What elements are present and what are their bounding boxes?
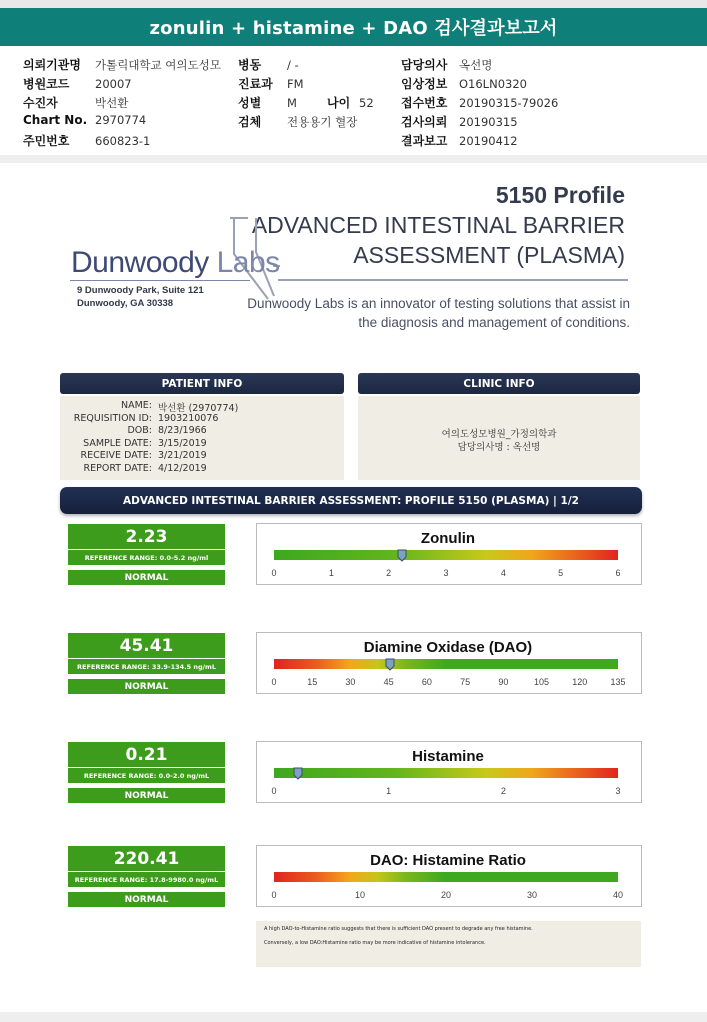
header-label: 병원코드 bbox=[23, 77, 70, 91]
gauge-tick-label: 30 bbox=[526, 890, 537, 900]
header-label: 진료과 bbox=[238, 77, 273, 91]
header-value: 전용용기 혈장 bbox=[287, 115, 358, 129]
gauge-tick-label: 10 bbox=[354, 890, 365, 900]
gauge-tick-label: 0 bbox=[271, 786, 277, 796]
gauge-tick-label: 15 bbox=[307, 677, 318, 687]
dunwoody-logo bbox=[71, 246, 280, 280]
header-right bbox=[401, 56, 558, 151]
patient-info-box bbox=[60, 396, 344, 480]
flask-icon bbox=[218, 214, 630, 306]
header-label: 검체 bbox=[238, 115, 262, 129]
patient-info-row bbox=[60, 425, 207, 436]
patient-info-value: 3/21/2019 bbox=[158, 450, 207, 461]
header-label: 성별 bbox=[238, 96, 262, 110]
gauge-tick-label: 60 bbox=[421, 677, 432, 687]
patient-info-row bbox=[60, 413, 218, 424]
patient-info-label: SAMPLE DATE: bbox=[83, 437, 152, 449]
header-value: O16LN0320 bbox=[459, 77, 527, 91]
interpretation-note bbox=[256, 921, 641, 967]
gauge-tick-label: 1 bbox=[386, 786, 392, 796]
assessment-title-line2: ASSESSMENT (PLASMA) bbox=[353, 242, 625, 268]
result-value: 2.23 bbox=[68, 524, 225, 549]
gauge-marker-icon bbox=[293, 765, 303, 777]
header-label: 담당의사 bbox=[401, 58, 448, 72]
gauge-tick-label: 90 bbox=[498, 677, 509, 687]
patient-info-label: REQUISITION ID: bbox=[73, 412, 152, 424]
patient-info-label: NAME: bbox=[120, 400, 152, 411]
gauge-tick-label: 5 bbox=[558, 568, 564, 578]
gauge-tick-label: 30 bbox=[345, 677, 356, 687]
patient-info-value: 3/15/2019 bbox=[158, 437, 207, 449]
gauge-tick-label: 0 bbox=[271, 890, 277, 900]
clinic-doctor: 담당의사명 : 옥선명 bbox=[457, 442, 541, 453]
header-value: 박선환 bbox=[95, 96, 129, 110]
header-label: 병동 bbox=[238, 58, 262, 72]
logo-underline bbox=[70, 280, 250, 281]
result-status: NORMAL bbox=[68, 679, 225, 694]
lab-tagline bbox=[247, 294, 630, 332]
reference-range: REFERENCE RANGE: 17.8-9980.0 ng/mL bbox=[68, 871, 225, 888]
gauge-tick-label: 3 bbox=[443, 568, 449, 578]
patient-info-label: REPORT DATE: bbox=[83, 462, 152, 474]
patient-info-row bbox=[60, 450, 207, 461]
gauge-tick-label: 1 bbox=[328, 568, 334, 578]
gauge-tick-label: 2 bbox=[500, 786, 506, 796]
gauge-bar bbox=[274, 550, 618, 560]
header-label: Chart No. bbox=[23, 113, 88, 127]
header-label: 접수번호 bbox=[401, 96, 448, 110]
clinic-info-heading: CLINIC INFO bbox=[358, 373, 640, 394]
header-value: 20190315 bbox=[459, 115, 518, 129]
gauge-tick-label: 2 bbox=[386, 568, 392, 578]
patient-info-value: 박선환 (2970774) bbox=[158, 403, 239, 414]
header-value: FM bbox=[287, 77, 304, 91]
gauge-tick-label: 40 bbox=[612, 890, 623, 900]
gauge-tick-label: 120 bbox=[572, 677, 588, 687]
logo-main-text: Dunwoody bbox=[71, 246, 209, 279]
gauge-tick-label: 105 bbox=[534, 677, 550, 687]
header-label: 수진자 bbox=[23, 96, 58, 110]
gauge-tick-label: 6 bbox=[615, 568, 621, 578]
age-value: 52 bbox=[359, 96, 374, 110]
gauge-title: DAO: Histamine Ratio bbox=[370, 852, 526, 869]
header-value: 옥선명 bbox=[459, 58, 493, 72]
header-value: 20007 bbox=[95, 77, 132, 91]
age-label: 나이 bbox=[327, 96, 351, 110]
patient-info-value: 8/23/1966 bbox=[158, 425, 207, 436]
gauge-tick-label: 45 bbox=[383, 677, 394, 687]
gauge-tick-label: 0 bbox=[271, 568, 277, 578]
header-value: 20190412 bbox=[459, 134, 518, 148]
patient-info-row bbox=[60, 438, 207, 449]
gauge-title: Zonulin bbox=[420, 530, 476, 547]
result-value: 220.41 bbox=[68, 846, 225, 871]
section-banner: ADVANCED INTESTINAL BARRIER ASSESSMENT: PROFILE 5150 (PLASMA) | 1/2 bbox=[60, 487, 642, 514]
patient-info-label: DOB: bbox=[127, 425, 152, 436]
logo-sub-text: Labs bbox=[216, 246, 280, 279]
address-line2: Dunwoody, GA 30338 bbox=[77, 298, 174, 309]
patient-info-value: 1903210076 bbox=[158, 412, 219, 424]
gauge-tick-label: 135 bbox=[610, 677, 626, 687]
result-value: 45.41 bbox=[68, 633, 225, 658]
reference-range: REFERENCE RANGE: 0.0-5.2 ng/ml bbox=[68, 549, 225, 566]
gauge-tick-label: 20 bbox=[440, 890, 451, 900]
bottom-strip bbox=[0, 1012, 707, 1022]
top-strip bbox=[0, 0, 707, 8]
gauge-title: Diamine Oxidase (DAO) bbox=[363, 639, 533, 656]
tagline-line2: the diagnosis and management of conditions. bbox=[358, 315, 630, 330]
profile-title: 5150 Profile bbox=[495, 182, 625, 208]
tagline-line1: Dunwoody Labs is an innovator of testing solutions that assist in bbox=[247, 296, 630, 311]
header-value: 2970774 bbox=[95, 113, 147, 127]
lab-address bbox=[77, 284, 204, 310]
note-line2: Conversely, a low DAO:Histamine ratio may be more indicative of histamine intolerance. bbox=[264, 940, 486, 946]
patient-info-value: 4/12/2019 bbox=[158, 462, 207, 474]
result-status: NORMAL bbox=[68, 892, 225, 907]
clinic-name: 여의도성모병원_가정의학과 bbox=[441, 429, 557, 440]
header-label: 결과보고 bbox=[401, 134, 448, 148]
gauge-tick-label: 4 bbox=[500, 568, 506, 578]
result-status: NORMAL bbox=[68, 788, 225, 803]
patient-info-label: RECEIVE DATE: bbox=[80, 450, 152, 461]
note-line1: A high DAO-to-Histamine ratio suggests that there is sufficient DAO present to degrade any free histamine. bbox=[264, 926, 533, 932]
header-value: 20190315-79026 bbox=[459, 96, 559, 110]
header-label: 임상정보 bbox=[401, 77, 448, 91]
header-value: / - bbox=[287, 58, 299, 72]
gauge-marker-icon bbox=[385, 656, 395, 668]
reference-range: REFERENCE RANGE: 33.9-134.5 ng/mL bbox=[68, 658, 225, 675]
header-left bbox=[23, 56, 221, 151]
gauge-tick-label: 75 bbox=[460, 677, 471, 687]
header-middle bbox=[238, 56, 374, 132]
header-label: 의뢰기관명 bbox=[23, 58, 81, 72]
reference-range: REFERENCE RANGE: 0.0-2.0 ng/mL bbox=[68, 767, 225, 784]
patient-info-heading: PATIENT INFO bbox=[60, 373, 344, 394]
header-value: 가톨릭대학교 여의도성모 bbox=[95, 58, 221, 72]
section-divider bbox=[0, 155, 707, 163]
gauge-title: Histamine bbox=[412, 748, 484, 765]
header-value: 660823-1 bbox=[95, 134, 151, 148]
gauge-bar bbox=[274, 768, 618, 778]
gauge-marker-icon bbox=[397, 547, 407, 559]
gauge-tick-label: 3 bbox=[615, 786, 621, 796]
address-line1: 9 Dunwoody Park, Suite 121 bbox=[77, 285, 204, 296]
result-status: NORMAL bbox=[68, 570, 225, 585]
clinic-info-box bbox=[358, 396, 640, 480]
gauge-tick-label: 0 bbox=[271, 677, 277, 687]
gauge-bar bbox=[274, 659, 618, 669]
header-label: 주민번호 bbox=[23, 134, 70, 148]
patient-info-row bbox=[60, 463, 207, 474]
report-title: zonulin + histamine + DAO 검사결과보고서 bbox=[0, 8, 707, 46]
header-label: 검사의뢰 bbox=[401, 115, 448, 129]
assessment-title-line1: ADVANCED INTESTINAL BARRIER bbox=[251, 212, 625, 238]
result-value: 0.21 bbox=[68, 742, 225, 767]
gauge-bar bbox=[274, 872, 618, 882]
header-value: M bbox=[287, 96, 297, 110]
